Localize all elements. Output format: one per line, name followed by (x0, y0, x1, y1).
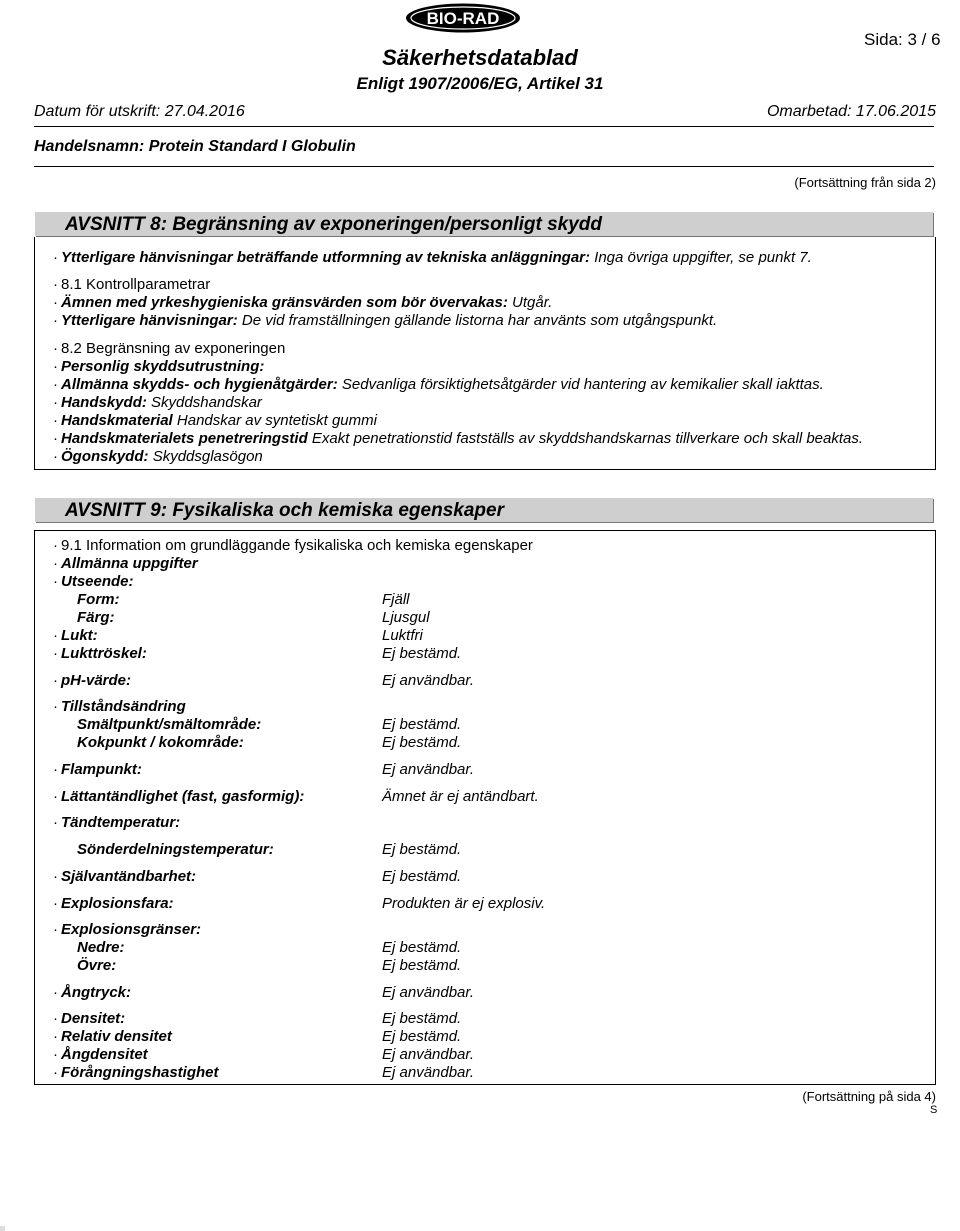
odor-threshold-label: · Lukttröskel: (53, 645, 147, 662)
general-hygiene-row: · Allmänna skydds- och hygienåtgärder: Sedvanliga försiktighetsåtgärder vid hantering av kemikalier skall iakttas. (53, 376, 824, 393)
eye-protection-row: · Ögonskydd: Skyddsglasögon (53, 448, 263, 465)
section-8-box (34, 237, 936, 470)
explosion-limits-label: · Explosionsgränser: (53, 921, 202, 938)
form-label: Form: (77, 591, 120, 608)
ph-value: Ej användbar. (382, 672, 475, 689)
hand-protection-row: · Handskydd: Skyddshandskar (53, 394, 262, 411)
section-9-title: AVSNITT 9: Fysikaliska och kemiska egenskaper (65, 500, 504, 521)
color-label: Färg: (77, 609, 115, 626)
document-subtitle: Enligt 1907/2006/EG, Artikel 31 (356, 74, 604, 93)
section-8-title: AVSNITT 8: Begränsning av exponeringen/personligt skydd (65, 214, 603, 235)
explosion-hazard-label: · Explosionsfara: (53, 895, 174, 912)
density-label: · Densitet: (53, 1010, 126, 1027)
odor-threshold-value: Ej bestämd. (382, 645, 462, 662)
general-info-row: · Allmänna uppgifter (53, 555, 198, 572)
document-title: Säkerhetsdatablad (382, 45, 578, 70)
print-date: Datum för utskrift: 27.04.2016 (34, 103, 245, 120)
scan-corner-mark (0, 1226, 5, 1231)
density-value: Ej bestämd. (382, 1010, 462, 1027)
info-heading: · 9.1 Information om grundläggande fysikaliska och kemiska egenskaper (53, 537, 533, 554)
explosion-hazard-value: Produkten är ej explosiv. (382, 895, 546, 912)
additional-row: · Ytterligare hänvisningar: De vid framställningen gällande listorna har använts som utgångspunkt. (53, 312, 718, 329)
footer-stamp: S (930, 1104, 938, 1116)
engineering-row: · Ytterligare hänvisningar beträffande utformning av tekniska anläggningar: Inga övriga uppgifter, se punkt 7. (53, 249, 812, 266)
lower-limit-label: Nedre: (77, 939, 125, 956)
self-ignition-label: · Självantändbarhet: (53, 868, 197, 885)
odor-value: Luktfri (382, 627, 423, 644)
ppe-row: · Personlig skyddsutrustning: (53, 358, 265, 375)
decomposition-label: Sönderdelningstemperatur: (77, 841, 274, 858)
relative-density-value: Ej bestämd. (382, 1028, 462, 1045)
flash-label: · Flampunkt: (53, 761, 142, 778)
upper-limit-value: Ej bestämd. (382, 957, 462, 974)
flammability-value: Ämnet är ej antändbart. (382, 788, 539, 805)
control-heading: · 8.1 Kontrollparametrar (53, 276, 211, 293)
continued-from: (Fortsättning från sida 2) (794, 175, 936, 190)
vapour-pressure-label: · Ångtryck: (53, 984, 132, 1001)
section-9-title-bar (35, 498, 933, 522)
upper-limit-label: Övre: (77, 957, 117, 974)
trade-divider (34, 166, 934, 167)
section-8-title-bar (35, 212, 933, 236)
evaporation-label: · Förångningshastighet (53, 1064, 219, 1081)
ph-label: · pH-värde: (53, 672, 132, 689)
decomposition-value: Ej bestämd. (382, 841, 462, 858)
page-number: Sida: 3 / 6 (864, 30, 941, 49)
state-change-label: · Tillståndsändring (53, 698, 186, 715)
continued-to: (Fortsättning på sida 4) (802, 1089, 936, 1104)
revised-date: Omarbetad: 17.06.2015 (766, 103, 936, 120)
ignition-label: · Tändtemperatur: (53, 814, 181, 831)
relative-density-label: · Relativ densitet (53, 1028, 172, 1045)
trade-name: Handelsnamn: Protein Standard I Globulin (34, 138, 356, 155)
vapour-pressure-value: Ej användbar. (382, 984, 475, 1001)
header-divider (34, 126, 934, 127)
vapour-density-value: Ej användbar. (382, 1046, 475, 1063)
exposure-heading: · 8.2 Begränsning av exponeringen (53, 340, 286, 357)
color-value: Ljusgul (382, 609, 430, 626)
lower-limit-value: Ej bestämd. (382, 939, 462, 956)
flash-value: Ej användbar. (382, 761, 475, 778)
flammability-label: · Lättantändlighet (fast, gasformig): (53, 788, 305, 805)
evaporation-value: Ej användbar. (382, 1064, 475, 1081)
boiling-label: Kokpunkt / kokområde: (77, 734, 244, 751)
appearance-row: · Utseende: (53, 573, 134, 590)
melting-label: Smältpunkt/smältområde: (77, 716, 262, 733)
self-ignition-value: Ej bestämd. (382, 868, 462, 885)
form-value: Fjäll (382, 591, 410, 608)
section-9-box (34, 530, 936, 1085)
melting-value: Ej bestämd. (382, 716, 462, 733)
ingredients-row: · Ämnen med yrkeshygieniska gränsvärden som bör övervakas: Utgår. (53, 294, 553, 311)
bio-rad-logo (405, 3, 521, 33)
penetration-time-row: · Handskmaterialets penetreringstid Exakt penetrationstid fastställs av skyddshandskarnas tillverkare och skall beaktas. (53, 430, 864, 447)
logo-text: BIO-RAD (426, 9, 500, 28)
odor-label: · Lukt: (53, 627, 98, 644)
vapour-density-label: · Ångdensitet (53, 1046, 148, 1063)
boiling-value: Ej bestämd. (382, 734, 462, 751)
glove-material-row: · Handskmaterial Handskar av syntetiskt gummi (53, 412, 377, 429)
